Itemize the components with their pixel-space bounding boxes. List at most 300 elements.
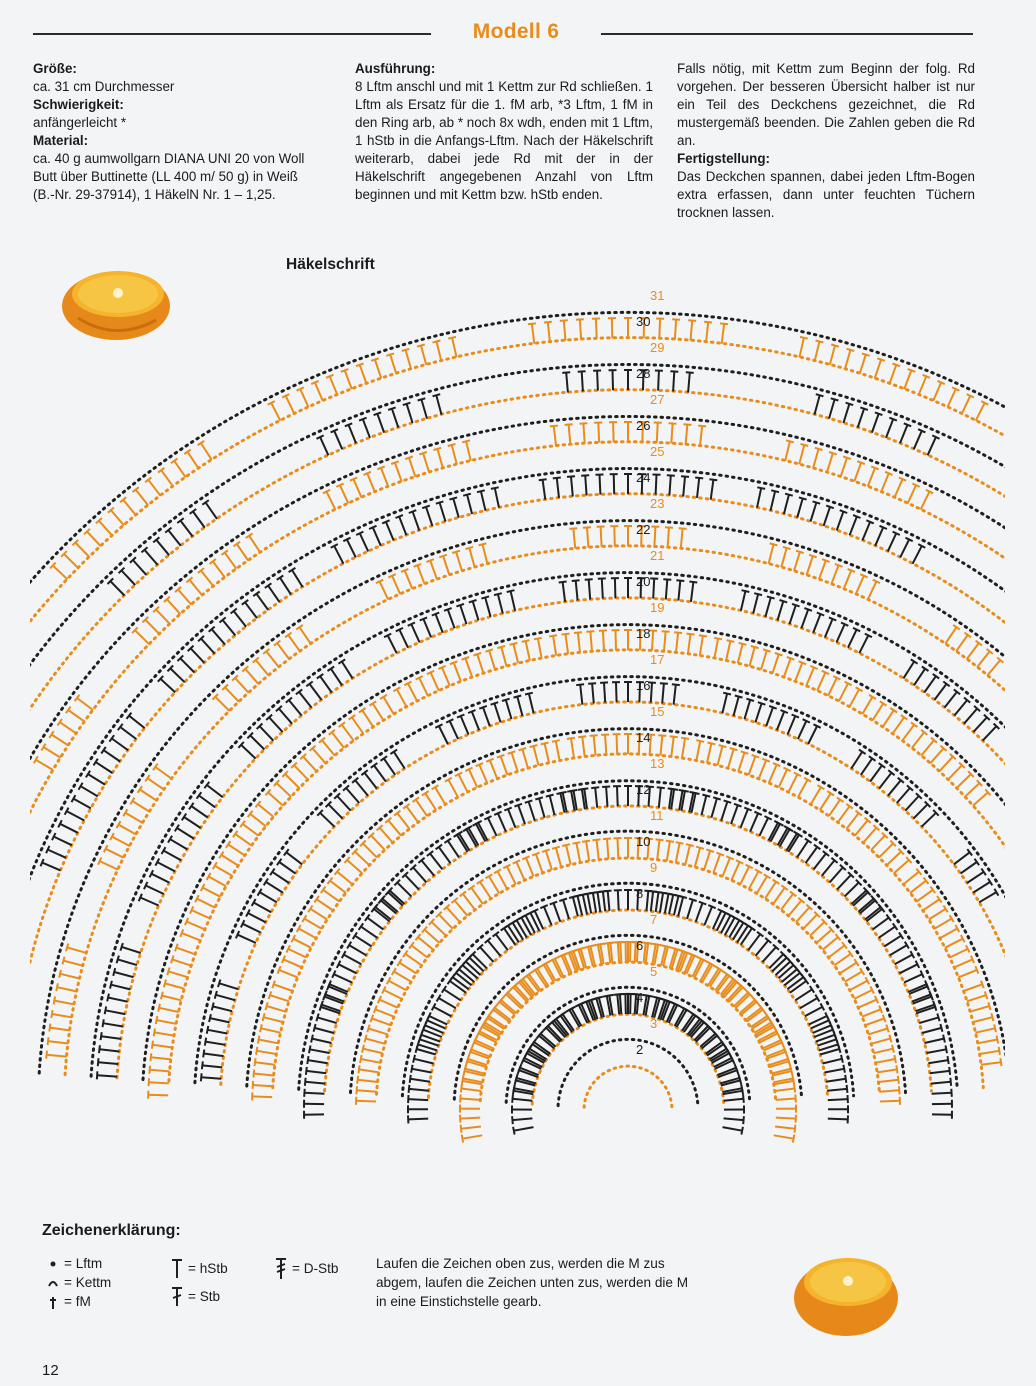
stitch (154, 1032, 174, 1035)
stitch (210, 1018, 230, 1022)
stitch (543, 480, 546, 500)
stitch (851, 752, 862, 769)
stitch (945, 627, 956, 644)
stitch (347, 860, 362, 873)
stitch (135, 630, 149, 644)
stitch (377, 414, 384, 433)
stitch-top (809, 555, 817, 558)
stitch (945, 692, 957, 708)
stitch (496, 934, 508, 950)
stitch (905, 796, 919, 811)
stitch (902, 725, 914, 741)
stitch (156, 609, 170, 624)
stitch (355, 936, 372, 947)
stitch (494, 703, 500, 722)
round-number: 29 (650, 340, 665, 355)
stitch-top (926, 983, 929, 990)
stitch (620, 994, 621, 1014)
stitch-top (695, 478, 703, 479)
stitch-top (448, 337, 456, 339)
stitch-top (800, 337, 808, 339)
stitch (453, 499, 459, 518)
stitch (203, 888, 221, 897)
stitch (432, 922, 447, 936)
stitch (900, 425, 908, 444)
stitch (765, 598, 770, 617)
stitch-top (1000, 1058, 1001, 1066)
stitch-top (795, 1095, 796, 1103)
stitch (967, 872, 984, 883)
stitch (933, 383, 941, 401)
stitch (859, 635, 868, 653)
stitch (389, 981, 407, 991)
stitch (151, 874, 169, 883)
stitch-top (356, 364, 364, 367)
stitch-top (795, 1125, 796, 1133)
stitch-top (497, 646, 505, 648)
stitch (337, 796, 351, 811)
stitch-top (599, 630, 607, 631)
stitch-top (512, 1095, 513, 1103)
stitch (243, 824, 259, 836)
stitch (375, 1009, 394, 1016)
stitch (156, 540, 169, 555)
round-number: 3 (650, 1016, 658, 1031)
stitch-top (652, 944, 660, 945)
stitch (737, 926, 748, 943)
stitch (945, 939, 963, 948)
stitch (890, 945, 907, 955)
stitch-top (904, 423, 911, 426)
stitch (879, 773, 891, 789)
stitch (731, 862, 739, 880)
stitch (862, 697, 872, 714)
stitch (208, 1030, 228, 1034)
stitch-top (716, 853, 724, 856)
stitch (759, 818, 768, 836)
stitch-top (41, 859, 44, 866)
stitch (180, 658, 194, 672)
stitch-top (949, 1067, 950, 1075)
stitch-top (672, 319, 680, 320)
stitch-top (365, 1035, 367, 1043)
stitch (590, 632, 592, 652)
stitch (784, 973, 800, 985)
stitch (408, 683, 417, 701)
stitch (756, 941, 769, 956)
stitch-top (689, 899, 697, 901)
stitch (707, 743, 711, 763)
stitch-top (304, 1089, 305, 1097)
stitch-top (460, 1095, 461, 1103)
stitch (865, 1019, 884, 1026)
stitch-top (676, 580, 684, 581)
stitch (830, 346, 835, 365)
stitch (781, 548, 786, 567)
stitch-top (660, 683, 668, 684)
stitch (784, 495, 789, 514)
stitch (219, 983, 238, 989)
stitch-top (49, 1024, 50, 1032)
stitch (149, 1082, 169, 1083)
round-number: 26 (636, 418, 651, 433)
stitch (367, 473, 375, 492)
stitch (315, 383, 323, 401)
stitch-top (464, 1067, 466, 1075)
stitch (854, 990, 872, 999)
stitch (136, 490, 149, 506)
stitch-top (164, 980, 166, 988)
stitch (965, 783, 980, 797)
stitch (913, 546, 922, 564)
stitch (440, 503, 446, 522)
stitch (924, 676, 936, 692)
stitch (526, 858, 534, 877)
stitch-top (550, 902, 558, 905)
stitch-top (433, 341, 441, 343)
stitch (517, 697, 522, 716)
stitch (112, 739, 128, 751)
stitch-top (659, 892, 667, 893)
stitch (405, 954, 421, 965)
stitch (817, 930, 832, 943)
stitch-top (975, 966, 978, 973)
stitch-top (120, 943, 123, 951)
stitch (775, 1127, 795, 1129)
stitch (192, 910, 210, 918)
stitch (118, 959, 137, 965)
stitch (824, 507, 830, 526)
stitch-top (456, 604, 464, 607)
stitch (589, 580, 591, 600)
stitch (209, 877, 227, 887)
stitch (306, 1071, 326, 1073)
round-number: 15 (650, 704, 665, 719)
stitch (604, 683, 605, 703)
stitch-top (946, 1045, 948, 1053)
stitch-top (386, 353, 394, 355)
stitch-top (54, 997, 56, 1005)
stitch (903, 662, 914, 679)
stitch (424, 930, 439, 943)
stitch (556, 741, 560, 761)
stitch-top (862, 353, 870, 355)
stitch (508, 809, 515, 828)
stitch (774, 1135, 794, 1138)
materials-column (33, 60, 333, 204)
stitch-top (666, 841, 674, 842)
stitch-top (255, 1058, 256, 1066)
stitch-top (751, 646, 759, 648)
stitch-top (994, 1024, 996, 1032)
stitch-top (154, 1029, 155, 1037)
stitch (750, 813, 758, 831)
stitch (671, 737, 673, 757)
stitch-top (719, 745, 727, 747)
stitch-top (167, 968, 169, 976)
stitch (405, 570, 413, 589)
stitch (469, 769, 477, 787)
stitch (787, 977, 803, 989)
stitch (853, 892, 868, 905)
stitch (379, 1000, 397, 1008)
stitch (417, 565, 424, 584)
stitch (330, 881, 346, 893)
stitch (382, 899, 397, 912)
stitch-top (757, 487, 765, 489)
stitch (448, 841, 459, 858)
stitch (605, 735, 606, 755)
stitch-top (767, 596, 775, 598)
stitch (813, 614, 820, 633)
stitch (973, 882, 990, 893)
stitch (795, 663, 802, 682)
stitch (841, 458, 847, 477)
stitch-top (256, 1047, 257, 1055)
stitch (322, 740, 335, 755)
stitch-top (448, 444, 456, 446)
stitch (461, 1089, 481, 1092)
stitch (374, 766, 386, 782)
chain-round (558, 1039, 698, 1105)
stitch-top (59, 970, 61, 978)
stitch-top (669, 423, 677, 424)
stitch-top (569, 528, 577, 529)
stitch (331, 669, 342, 686)
stitch-top (549, 635, 557, 636)
stitch (914, 669, 925, 686)
stitch (797, 499, 803, 518)
stitch (452, 445, 457, 464)
stitch-top (110, 981, 112, 989)
stitch (656, 475, 657, 495)
stitch (215, 866, 232, 876)
stitch (890, 365, 897, 384)
stitch (538, 639, 542, 659)
stitch (977, 651, 989, 667)
round-number: 31 (650, 288, 665, 303)
stitch-top (735, 696, 743, 698)
stitch (199, 796, 215, 808)
stitch-top (539, 479, 547, 480)
stitch (724, 1118, 744, 1120)
stitch-top (720, 323, 728, 324)
stitch (908, 485, 916, 503)
stitch (257, 1051, 277, 1054)
stitch-top (314, 1024, 316, 1032)
stitch-top (588, 683, 596, 684)
stitch (526, 641, 530, 661)
stitch (317, 899, 334, 910)
stitch (595, 788, 597, 808)
stitch (81, 786, 98, 796)
half-double-crochet-icon (166, 1257, 188, 1279)
stitch (928, 1060, 948, 1063)
stitch (897, 788, 910, 803)
stitch (439, 847, 451, 863)
stitch (191, 806, 207, 817)
stitch (852, 891, 867, 905)
stitch-top (898, 1076, 899, 1084)
stitch (460, 1118, 480, 1119)
stitch (150, 1070, 170, 1072)
stitch (688, 373, 690, 393)
stitch (450, 721, 458, 739)
stitch (557, 478, 559, 498)
stitch-top (212, 1003, 214, 1011)
stitch (288, 635, 300, 651)
stitch (381, 468, 388, 487)
stitch (914, 804, 928, 818)
stitch (422, 860, 435, 875)
stitch-top (560, 320, 568, 321)
round-number: 10 (636, 834, 651, 849)
stitch (460, 605, 466, 624)
size-value: ca. 31 cm Durchmesser (33, 79, 175, 94)
stitch (504, 928, 515, 945)
stitch (554, 903, 561, 922)
stitch-top (151, 1053, 152, 1061)
stitch (844, 570, 852, 589)
stitch-top (476, 763, 483, 766)
stitch-top (879, 1006, 882, 1014)
stitch-top (943, 1035, 945, 1043)
difficulty-value: anfängerleicht * (33, 115, 127, 130)
stitch-top (474, 653, 482, 656)
stitch (412, 945, 428, 957)
stitch (964, 984, 983, 991)
stitch (304, 919, 321, 929)
stitch (358, 1080, 378, 1082)
stitch (839, 683, 848, 701)
stitch (659, 788, 661, 808)
stitch (374, 909, 390, 921)
stitch-top (714, 638, 722, 640)
stitch-top (544, 322, 552, 323)
stitch-top (773, 763, 780, 766)
stitch (310, 684, 322, 700)
stitch (472, 712, 479, 731)
stitch-top (727, 640, 735, 642)
stitch-top (744, 808, 751, 811)
stitch-top (463, 494, 471, 496)
stitch (858, 1000, 876, 1008)
stitch-top (481, 596, 489, 598)
stitch (930, 1071, 950, 1073)
stitch (682, 738, 685, 758)
stitch (620, 942, 621, 962)
stitch (861, 759, 872, 775)
stitch (310, 1049, 330, 1053)
stitch (418, 937, 433, 950)
stitch (397, 689, 407, 707)
stitch (761, 651, 767, 670)
round-number: 25 (650, 444, 665, 459)
stitch-top (846, 403, 854, 405)
stitch (260, 892, 277, 902)
stitch (534, 746, 539, 765)
stitch (483, 544, 488, 563)
stitch (674, 896, 679, 915)
stitch (917, 890, 933, 902)
stitch (252, 1096, 272, 1097)
stitch (305, 1093, 325, 1094)
stitch (439, 914, 453, 928)
stitch (274, 984, 293, 991)
stitch (96, 762, 113, 773)
stitch-top (433, 394, 441, 396)
stitch (413, 512, 420, 531)
stitch (700, 426, 702, 446)
stitch (380, 828, 393, 843)
stitch (213, 561, 225, 577)
stitch-top (156, 1016, 158, 1024)
stitch (871, 1039, 890, 1044)
stitch (448, 610, 455, 629)
stitch (925, 1039, 945, 1043)
stitch (384, 990, 402, 999)
stitch-top (672, 684, 680, 685)
stitch (868, 468, 875, 487)
stitch (204, 1054, 224, 1057)
round-number: 6 (636, 938, 644, 953)
stitch (172, 959, 191, 965)
stitch (409, 1089, 429, 1091)
stitch (465, 658, 472, 677)
stitch-top (724, 800, 732, 802)
stitch (660, 893, 663, 913)
stitch (397, 883, 411, 897)
stitch-top (676, 842, 684, 844)
round-number: 23 (650, 496, 665, 511)
stitch-top (988, 1002, 990, 1010)
stitch-top (831, 345, 839, 347)
stitch (235, 678, 248, 693)
stitch-top (661, 999, 669, 1002)
stitch-top (787, 657, 795, 660)
stitch (359, 1069, 379, 1072)
stitch-top (702, 795, 710, 797)
stitch (123, 500, 136, 515)
stitch (395, 463, 402, 482)
stitch (320, 813, 334, 827)
stitch (516, 862, 524, 880)
stitch-top (689, 582, 697, 583)
stitch-top (502, 699, 510, 701)
stitch (601, 527, 602, 547)
stitch-top (686, 372, 694, 373)
stitch-top (763, 649, 771, 651)
stitch-top (950, 1078, 951, 1086)
stitch (931, 1082, 951, 1084)
stitch (44, 747, 61, 758)
stitch (216, 995, 235, 1000)
stitch (122, 947, 141, 953)
stitch-top (436, 501, 444, 503)
stitch-top (875, 412, 883, 415)
stitch (148, 1095, 168, 1096)
stitch-top (704, 322, 712, 323)
stitch (806, 668, 814, 686)
stitch (910, 881, 926, 893)
stitch-top (951, 1089, 952, 1097)
stitch (651, 683, 652, 703)
stitch (60, 722, 77, 733)
legend-item-hstb: = hStb (166, 1254, 228, 1282)
stitch (63, 961, 82, 966)
stitch (511, 591, 515, 611)
stitch (576, 843, 580, 863)
